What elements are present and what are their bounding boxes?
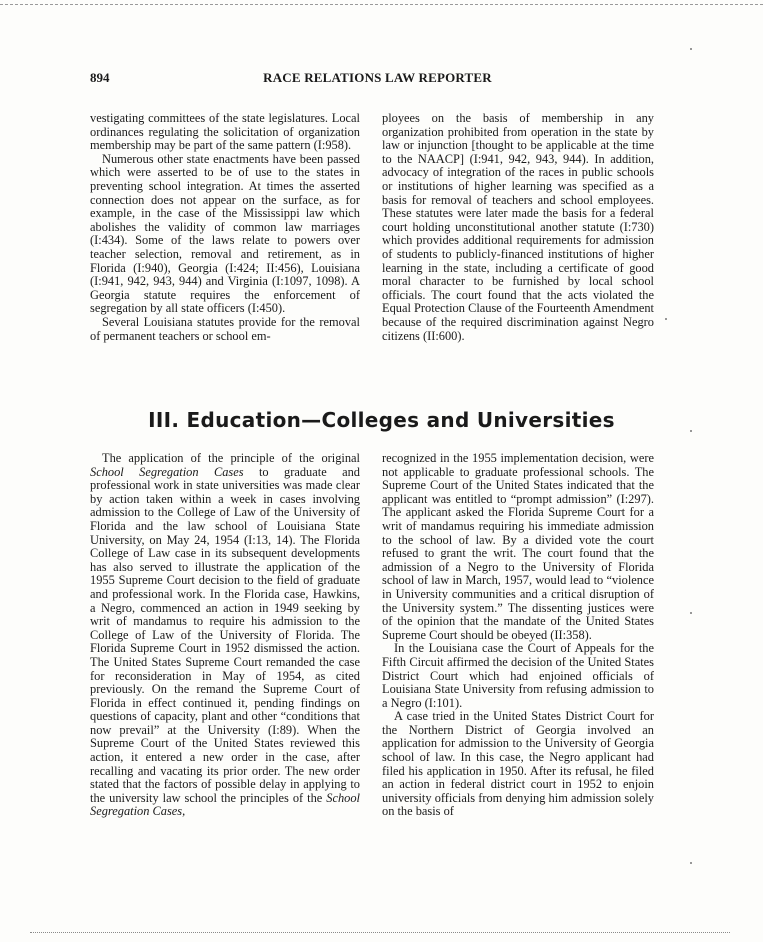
paragraph: Numerous other state enactments have been passed which were asserted to be of use to the states in preventing school integration. At times the asserted connection does not appear on the surface, as for example, in the case of the Mississippi law which abolishes the validity of common law marriages (I:434). Some of the laws relate to powers over teacher selection, removal and retirement, as in Florida (I:940), Georgia (I:424; II:456), Louisiana (I:941, 942, 943, 944) and Virginia (I:1097, 1098). A Georgia statute requires the enforcement of segregation by all state officers (I:450). <box>90 151 360 316</box>
paragraph: recognized in the 1955 implementation decision, were not applicable to graduate professional schools. The Supreme Court of the United States indicated that the applicant was entitled to “prompt admission” (I:297). The applicant asked the Florida Supreme Court for a writ of mandamus requiring his immediate admission to the school of law. By a divided vote the court refused to grant the writ. The court found that the admission of a Negro to the University of Florida school of law in March, 1957, would lead to “violence in University communities and a critical disruption of the University system.” The dissenting justices were of the opinion that the mandate of the United States Supreme Court should be obeyed (II:358). <box>382 451 654 642</box>
scan-speck <box>690 48 692 50</box>
paragraph: A case tried in the United States District Court for the Northern District of Georgia involved an application for admission to the University of Georgia school of law. In this case, the Negro applicant had filed his application in 1950. After its refusal, he filed an action in federal district court in 1952 to enjoin university officials from denying him admission solely on the basis of <box>382 709 654 819</box>
bottom-edge-rule <box>30 932 730 933</box>
text-run: The application of the principle of the original <box>102 451 360 465</box>
running-head: RACE RELATIONS LAW REPORTER <box>263 70 492 85</box>
scan-speck <box>690 862 692 864</box>
case-name-italic: School Segregation Cases, <box>90 790 360 819</box>
top-right-column <box>382 112 654 343</box>
top-left-column <box>90 112 360 343</box>
section-heading: III. Education—Colleges and Universities <box>148 408 615 432</box>
scan-speck <box>690 430 692 432</box>
paragraph: ployees on the basis of membership in any organization prohibited from operation in the state by law or injunction [thought to be applicable at the time to the NAACP] (I:941, 942, 943, 944). In addition, advocacy of integration of the races in public schools or institutions of higher learning was specified as a basis for removal of teachers and school employees. These statutes were later made the basis for a federal court holding unconstitutional another statute (I:730) which provides additional requirements for admission of students to publicly-financed institutions of higher learning in the state, including a certificate of good moral character to be furnished by local school officials. The court found that the acts violated the Equal Protection Clause of the Fourteenth Amendment because of the required discrimination against Negro citizens (II:600). <box>382 111 654 343</box>
page-header <box>90 70 665 88</box>
paragraph: Several Louisiana statutes provide for the removal of permanent teachers or school em- <box>90 314 360 343</box>
text-run: to graduate and professional work in state universities was made clear by action taken within a week in cases involving admission to the College of Law of the University of Florida and the law school of Louisiana State University, on May 24, 1954 (I:13, 14). The Florida College of Law case in its subsequent developments has also served to illustrate the application of the 1955 Supreme Court decision to the field of graduate and professional work. In the Florida case, Hawkins, a Negro, commenced an action in 1949 seeking by writ of mandamus to require his admission to the College of Law of the University of Florida. The Florida Supreme Court in 1952 dismissed the action. The United States Supreme Court remanded the case for reconsideration in May of 1954, as cited previously. On the remand the Supreme Court of Florida in effect continued it, pending findings on questions of capacity, plant and other “conditions that now prevail” at the University (I:89). When the Supreme Court of the United States reviewed this action, it entered a new order in the case, after recalling and vacating its prior order. The new order stated that the factors of possible delay in applying to the university law school the principles of the <box>90 464 360 805</box>
case-name-italic: School Segregation Cases <box>90 464 244 479</box>
paragraph: vestigating committees of the state legislatures. Local ordinances regulating the solicitation of organization membership may be part of the same pattern (I:958). <box>90 111 360 153</box>
paragraph <box>90 452 360 819</box>
bottom-right-column <box>382 452 654 819</box>
paragraph: In the Louisiana case the Court of Appeals for the Fifth Circuit affirmed the decision of the United States District Court which had enjoined officials of Louisiana State University from refusing admission to a Negro (I:101). <box>382 641 654 710</box>
scan-speck <box>690 612 692 614</box>
page-number: 894 <box>90 70 110 85</box>
bottom-left-column <box>90 452 360 819</box>
scan-speck <box>665 318 667 320</box>
top-edge-rule <box>0 4 763 5</box>
